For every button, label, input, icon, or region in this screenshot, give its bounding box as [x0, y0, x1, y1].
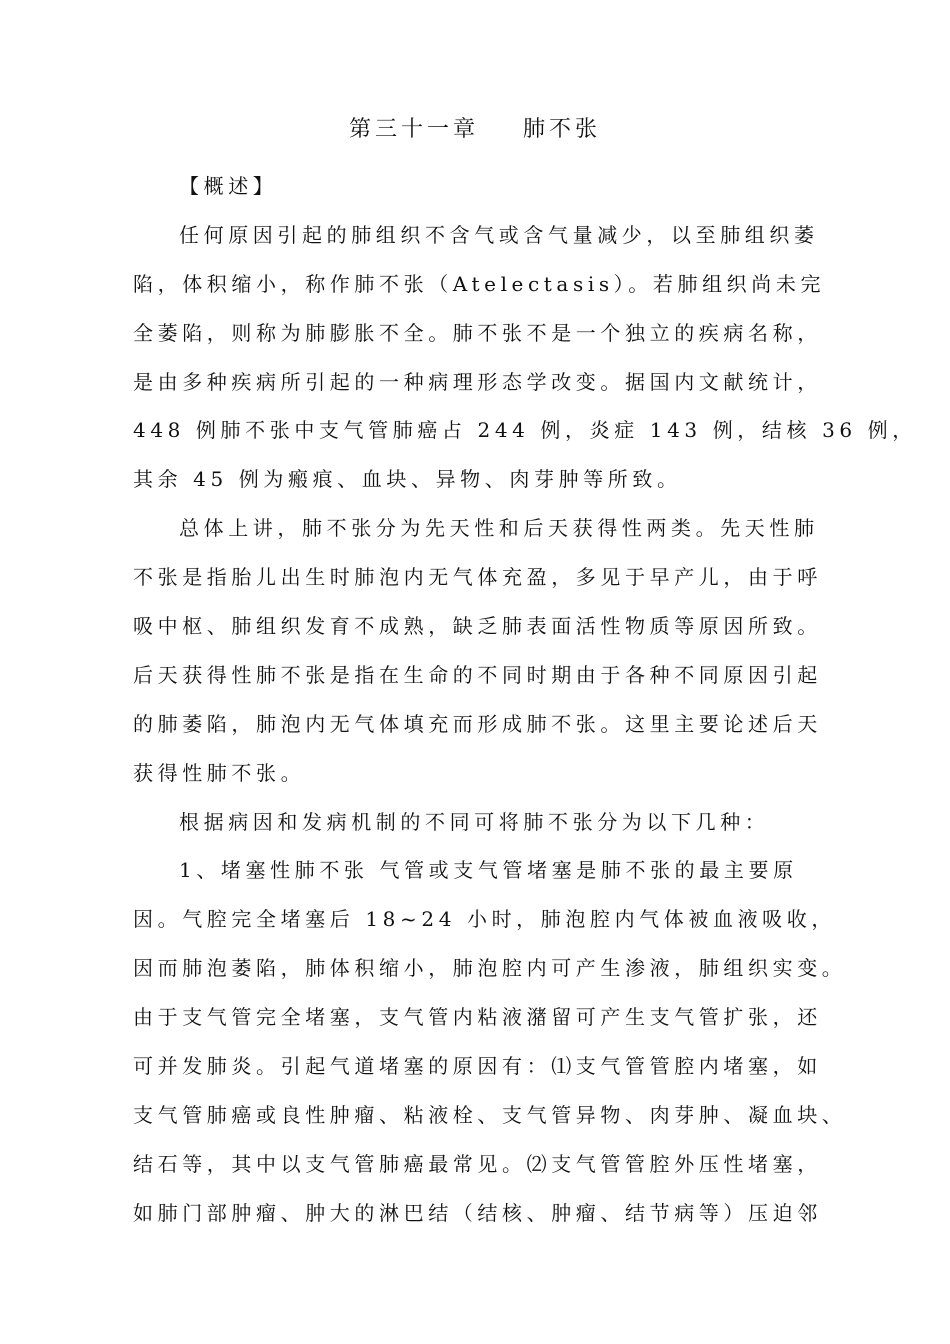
text-line: 不张是指胎儿出生时肺泡内无气体充盈，多见于早产儿，由于呼	[133, 565, 822, 590]
section-heading: 【概述】	[179, 174, 278, 198]
text-line: 可并发肺炎。引起气道堵塞的原因有：⑴支气管管腔内堵塞，如	[133, 1054, 822, 1079]
text-line: 支气管肺癌或良性肿瘤、粘液栓、支气管异物、肉芽肿、凝血块、	[133, 1102, 847, 1127]
text-line: 的肺萎陷，肺泡内无气体填充而形成肺不张。这里主要论述后天	[133, 711, 822, 736]
document-body	[133, 162, 917, 1238]
text-line: 总体上讲，肺不张分为先天性和后天获得性两类。先天性肺	[179, 516, 819, 541]
text-line: 448 例肺不张中支气管肺癌占 244 例，炎症 143 例，结核 36 例，	[133, 418, 917, 443]
text-line: 因。气腔完全堵塞后 18~24 小时，肺泡腔内气体被血液吸收，	[133, 907, 836, 932]
text-line: 后天获得性肺不张是指在生命的不同时期由于各种不同原因引起	[133, 662, 822, 687]
text-line: 由于支气管完全堵塞，支气管内粘液潴留可产生支气管扩张，还	[133, 1005, 822, 1030]
text-line: 根据病因和发病机制的不同可将肺不张分为以下几种：	[179, 809, 770, 834]
text-line: 任何原因引起的肺组织不含气或含气量减少，以至肺组织萎	[179, 222, 819, 247]
text-line: 陷，体积缩小，称作肺不张（Atelectasis）。若肺组织尚未完	[133, 271, 826, 296]
text-line: 1、堵塞性肺不张 气管或支气管堵塞是肺不张的最主要原	[179, 858, 798, 883]
text-line: 结石等，其中以支气管肺癌最常见。⑵支气管管腔外压性堵塞，	[133, 1151, 822, 1176]
text-line: 获得性肺不张。	[133, 760, 306, 785]
text-line: 如肺门部肿瘤、肿大的淋巴结（结核、肿瘤、结节病等）压迫邻	[133, 1200, 822, 1225]
text-line: 是由多种疾病所引起的一种病理形态学改变。据国内文献统计，	[133, 369, 822, 394]
text-line: 全萎陷，则称为肺膨胀不全。肺不张不是一个独立的疾病名称，	[133, 320, 822, 345]
text-line: 因而肺泡萎陷，肺体积缩小，肺泡腔内可产生渗液，肺组织实变。	[133, 956, 847, 981]
chapter-title: 第三十一章 肺不张	[349, 117, 601, 142]
text-line: 吸中枢、肺组织发育不成熟，缺乏肺表面活性物质等原因所致。	[133, 614, 822, 639]
text-line: 其余 45 例为瘢痕、血块、异物、肉芽肿等所致。	[133, 467, 682, 492]
